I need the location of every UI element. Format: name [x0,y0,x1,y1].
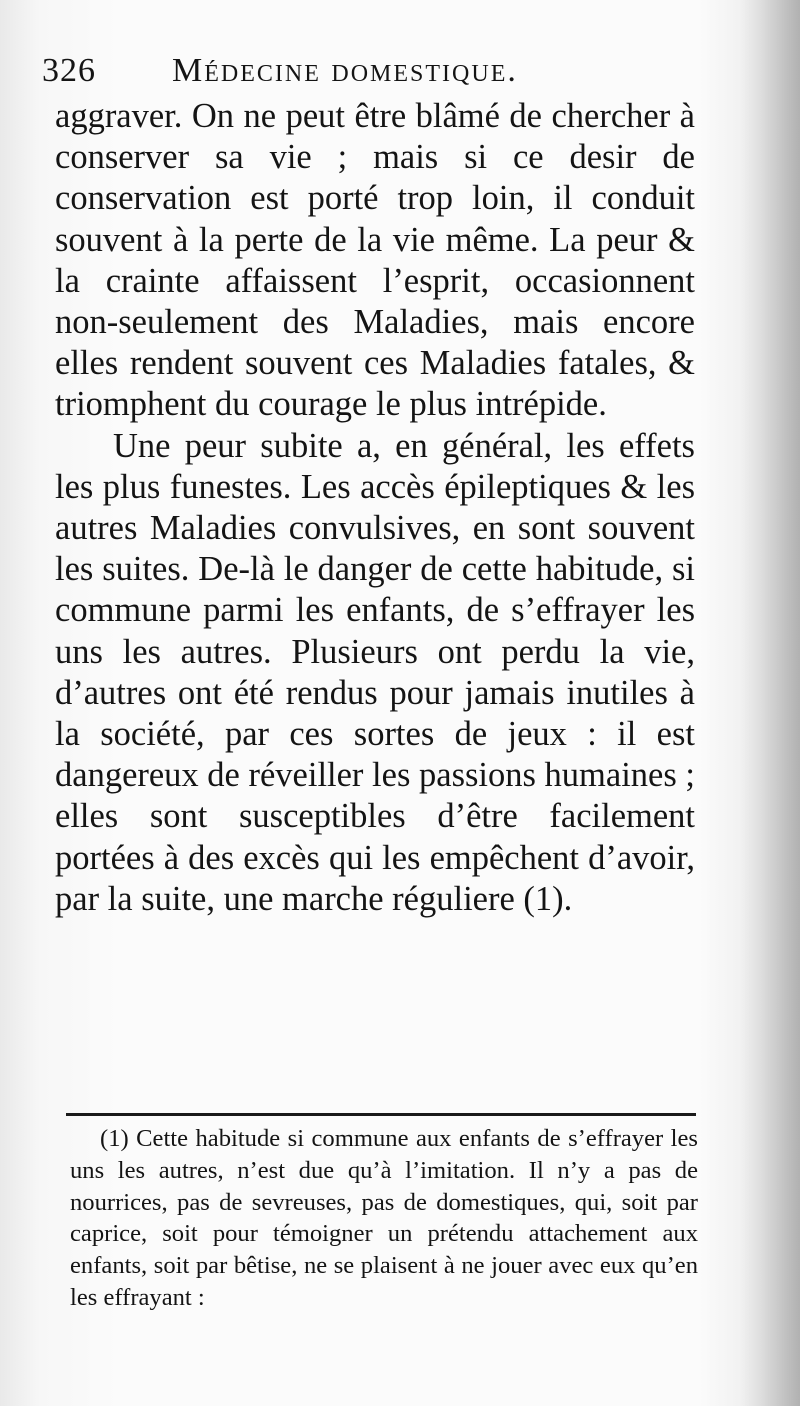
page-number: 326 [42,52,96,89]
running-title: Médecine domestique. [172,52,518,89]
footnote-separator-rule [66,1113,696,1116]
page-header [42,52,702,96]
paragraph-une-peur-subite: Une peur subite a, en général, les effets les plus funestes. Les accès épileptiques & les autres Maladies convulsives, en sont souvent les suites. De-là le danger de cette habitude, si commune parmi les enfants, de s’effrayer les uns les autres. Plusieurs ont perdu la vie, d’autres ont été rendus pour jamais inutiles à la société, par ces sortes de jeux : il est dangereux de réveiller les passions humaines ; elles sont susceptibles d’être facilement portées à des excès qui les empêchent d’avoir, par la suite, une marche réguliere (1). [55,426,695,918]
footnote-text: (1) Cette habitude si commune aux enfants de s’effrayer les uns les autres, n’est due qu’à l’imitation. Il n’y a pas de nourrices, pas de sevreuses, pas de domestiques, qui, soit par caprice, soit pour témoigner un prétendu attachement aux enfants, soit par bêtise, ne se plaisent à ne jouer avec eux qu’en les effrayant : [70,1125,698,1311]
main-text [55,96,695,920]
paragraph-continued: aggraver. On ne peut être blâmé de chercher à conserver sa vie ; mais si ce desir de conservation est porté trop loin, il conduit souvent à la perte de la vie même. La peur & la crainte affaissent l’esprit, occasionnent non-seulement des Maladies, mais encore elles rendent souvent ces Maladies fatales, & triomphent du courage le plus intrépide. [55,97,695,424]
footnote [70,1123,698,1314]
